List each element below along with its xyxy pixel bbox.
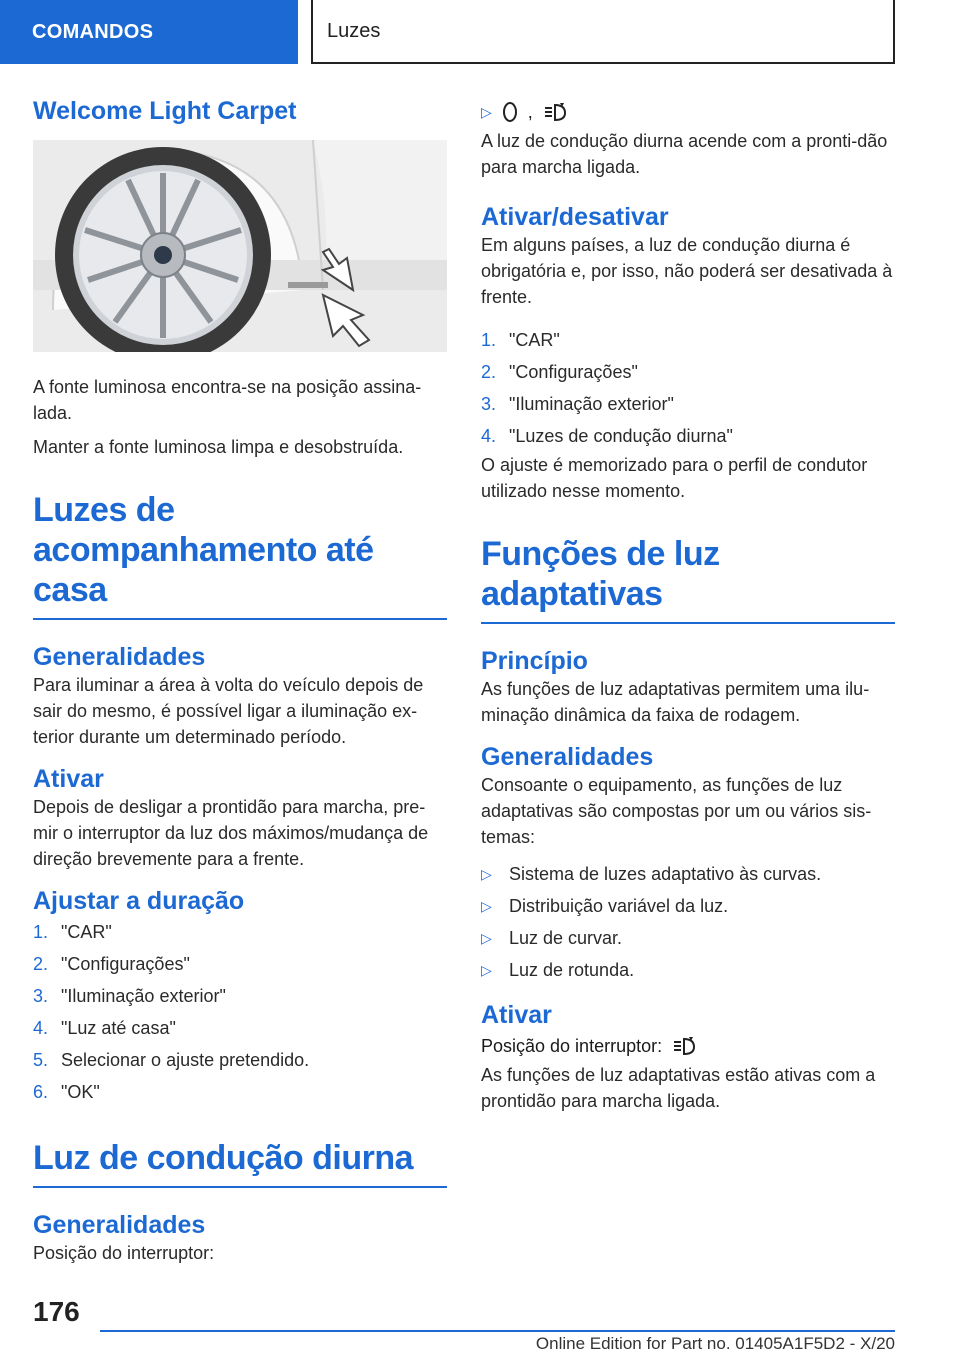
list-item	[481, 356, 895, 388]
list-item-text: Luz de curvar.	[509, 928, 623, 948]
step-number: 1.	[481, 330, 497, 350]
adaptive-activate-title: Ativar	[481, 1001, 552, 1029]
welcome-paragraph-2: Manter a fonte luminosa limpa e desobstruída.	[33, 437, 404, 457]
step-number: 2.	[33, 954, 49, 974]
list-item	[481, 420, 895, 452]
welcome-light-title: Welcome Light Carpet	[33, 97, 297, 125]
step-number: 3.	[481, 394, 497, 414]
list-item	[481, 954, 895, 986]
list-item	[33, 1076, 447, 1108]
toggle-steps	[481, 324, 895, 452]
zero-position-icon	[502, 101, 518, 123]
chapter-tab: Luzes	[311, 0, 895, 64]
bullet-triangle: ▷	[481, 930, 492, 946]
list-item	[481, 890, 895, 922]
list-item	[33, 1044, 447, 1076]
list-item-text: Luz de rotunda.	[509, 960, 635, 980]
adaptive-general-paragraph: Consoante o equipamento, as funções de luz adaptativas são compostas por um ou vários sis-temas:	[481, 775, 872, 847]
step-number: 3.	[33, 986, 49, 1006]
drl-paragraph: A luz de condução diurna acende com a pronti-dão para marcha ligada.	[481, 131, 888, 177]
step-text: Selecionar o ajuste pretendido.	[61, 1050, 310, 1070]
headlight-auto-icon	[672, 1035, 698, 1057]
step-number: 5.	[33, 1050, 49, 1070]
principle-title: Princípio	[481, 647, 588, 675]
toggle-title: Ativar/desativar	[481, 203, 669, 231]
wheel-illustration	[33, 140, 447, 352]
step-text: "Iluminação exterior"	[509, 394, 674, 414]
switch-position-line	[481, 96, 895, 128]
step-number: 6.	[33, 1082, 49, 1102]
adaptive-systems-list	[481, 858, 895, 986]
welcome-paragraph-1: A fonte luminosa encontra-se na posição assina-lada.	[33, 377, 422, 423]
adaptive-activate-paragraph-1: Posição do interruptor:	[481, 1036, 663, 1056]
step-text: "Iluminação exterior"	[61, 986, 226, 1006]
bullet-triangle: ▷	[481, 962, 492, 978]
follow-me-home-title: Luzes de acompanhamento até casa	[33, 490, 447, 620]
drl-general-paragraph: Posição do interruptor:	[33, 1243, 215, 1263]
step-text: "CAR"	[61, 922, 112, 942]
step-text: "CAR"	[509, 330, 560, 350]
adaptive-light-title: Funções de luz adaptativas	[481, 534, 895, 624]
page-number: 176	[33, 1296, 80, 1327]
bullet-triangle: ▷	[481, 898, 492, 914]
follow-activate-title: Ativar	[33, 765, 104, 793]
footer-rule	[100, 1330, 895, 1332]
toggle-paragraph-1: Em alguns países, a luz de condução diurna é obrigatória e, por isso, não poderá ser desativada à frente.	[481, 235, 893, 307]
step-number: 1.	[33, 922, 49, 942]
duration-title: Ajustar a duração	[33, 887, 245, 915]
section-tab: COMANDOS	[0, 0, 298, 64]
list-item	[33, 916, 447, 948]
principle-paragraph: As funções de luz adaptativas permitem uma ilu-minação dinâmica da faixa de rodagem.	[481, 679, 870, 725]
right-column	[481, 96, 895, 1114]
bullet-triangle: ▷	[481, 866, 492, 882]
follow-general-paragraph: Para iluminar a área à volta do veículo depois de sair do mesmo, é possível ligar a iluminação ex-terior durante um determinado período.	[33, 675, 424, 747]
headlight-auto-icon	[543, 101, 569, 123]
adaptive-activate-paragraph-2: As funções de luz adaptativas estão ativas com a prontidão para marcha ligada.	[481, 1065, 876, 1111]
list-item	[481, 388, 895, 420]
duration-steps	[33, 916, 447, 1108]
list-item	[33, 948, 447, 980]
drl-general-title: Generalidades	[33, 1211, 206, 1239]
follow-general-title: Generalidades	[33, 643, 206, 671]
bullet-triangle: ▷	[481, 104, 492, 120]
step-text: "Luz até casa"	[61, 1018, 176, 1038]
list-item	[481, 324, 895, 356]
list-item	[481, 922, 895, 954]
step-number: 2.	[481, 362, 497, 382]
toggle-paragraph-2: O ajuste é memorizado para o perfil de condutor utilizado nesse momento.	[481, 455, 868, 501]
step-number: 4.	[481, 426, 497, 446]
edition-text: Online Edition for Part no. 01405A1F5D2 - X/20	[535, 1334, 895, 1353]
step-number: 4.	[33, 1018, 49, 1038]
adaptive-general-title: Generalidades	[481, 743, 654, 771]
step-text: "OK"	[61, 1082, 100, 1102]
list-item	[481, 858, 895, 890]
left-column	[33, 96, 447, 1266]
list-item-text: Sistema de luzes adaptativo às curvas.	[509, 864, 822, 884]
step-text: "Configurações"	[509, 362, 638, 382]
icon-separator: ,	[527, 102, 533, 122]
list-item	[33, 1012, 447, 1044]
daytime-running-light-title: Luz de condução diurna	[33, 1138, 447, 1188]
step-text: "Luzes de condução diurna"	[509, 426, 733, 446]
adaptive-switch-line	[481, 1030, 895, 1062]
list-item	[33, 980, 447, 1012]
step-text: "Configurações"	[61, 954, 190, 974]
list-item-text: Distribuição variável da luz.	[509, 896, 729, 916]
follow-activate-paragraph: Depois de desligar a prontidão para marcha, pre-mir o interruptor da luz dos máximos/mudança de direção brevemente para a frente.	[33, 797, 429, 869]
